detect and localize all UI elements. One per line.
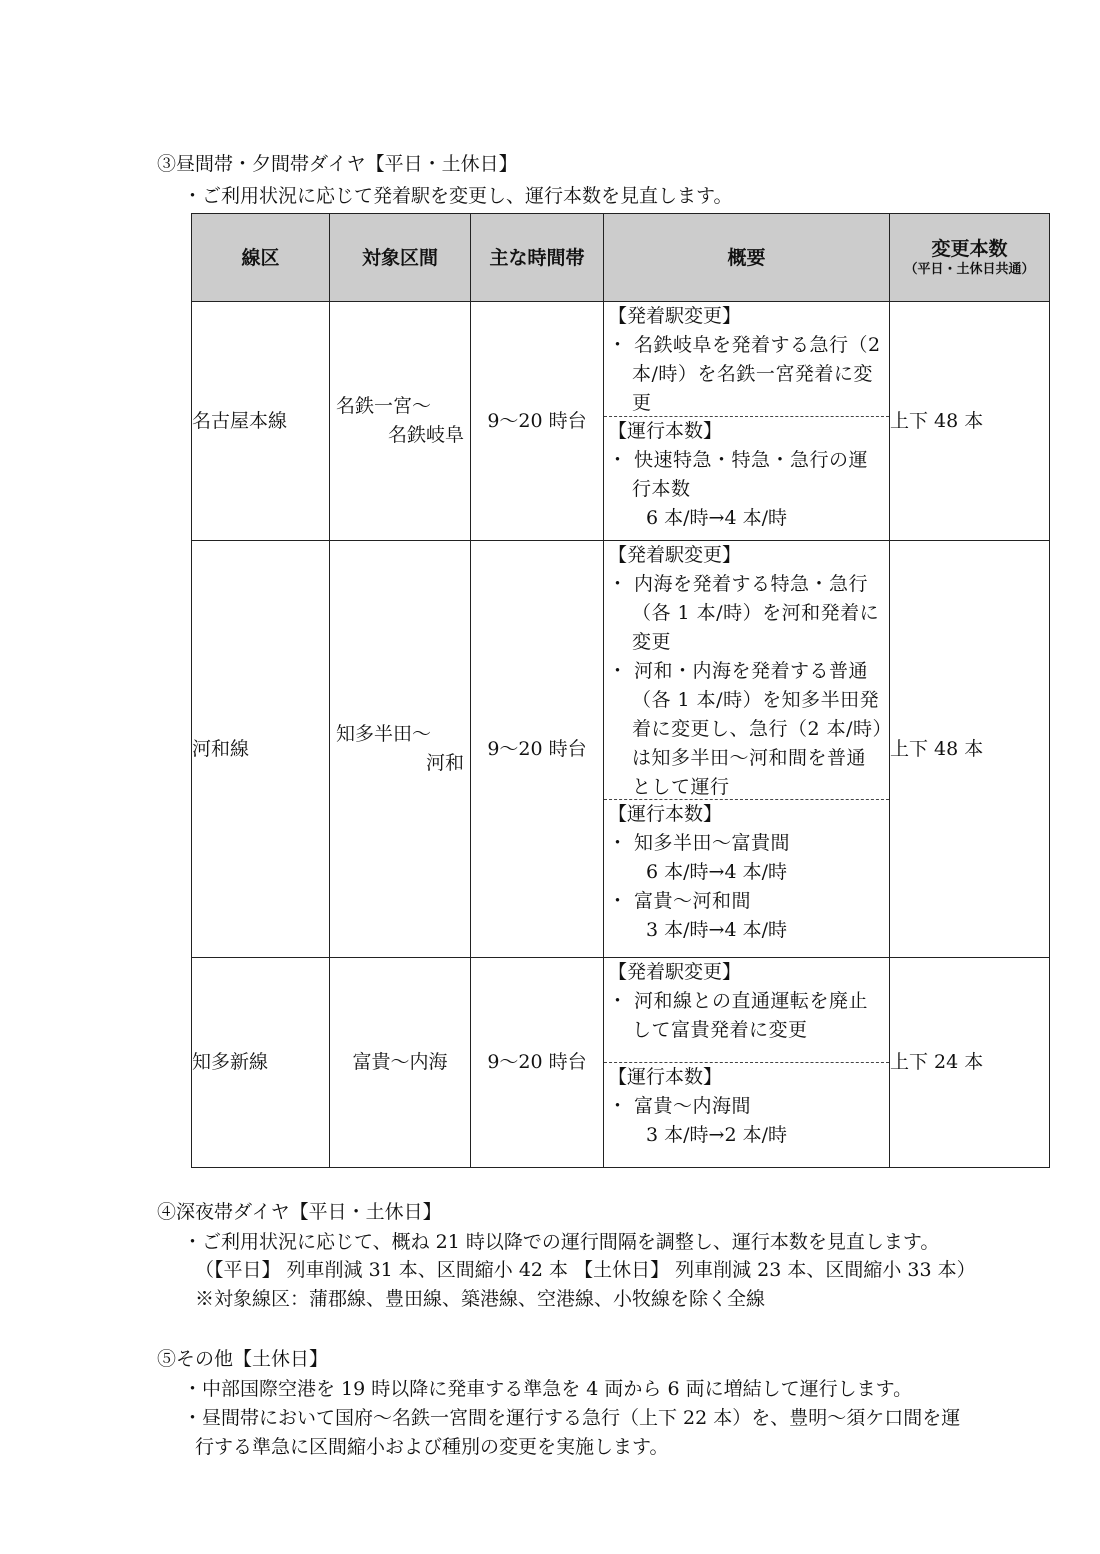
- summary-change: 6 本/時→4 本/時: [646, 507, 787, 529]
- summary-change: 3 本/時→2 本/時: [646, 1124, 787, 1146]
- summary-heading: 【発着駅変更】: [608, 961, 742, 983]
- section4-target: ※対象線区：蒲郡線、豊田線、築港線、空港線、小牧線を除く全線: [195, 1288, 766, 1310]
- section3-title: ③昼間帯・夕間帯ダイヤ【平日・土休日】: [157, 153, 518, 175]
- row-summary: [604, 958, 890, 1168]
- summary-item: ・ 知多半田～富貴間: [608, 832, 791, 854]
- row-line: 名古屋本線: [192, 302, 330, 541]
- summary-item: ・ 富貴～河和間: [608, 890, 752, 912]
- header-time: 主な時間帯: [471, 214, 604, 302]
- summary-block: [604, 541, 889, 799]
- section5-title: ⑤その他【土休日】: [157, 1348, 329, 1370]
- summary-block: [604, 958, 889, 1062]
- summary-item: ・ 快速特急・特急・急行の運行本数: [608, 449, 869, 500]
- summary-item: ・ 富貴～内海間: [608, 1095, 752, 1117]
- section5-note2-line2: 行する準急に区間縮小および種別の変更を実施します。: [195, 1436, 669, 1458]
- section3-note: ・ご利用状況に応じて発着駅を変更し、運行本数を見直します。: [183, 185, 733, 207]
- summary-block: [604, 799, 889, 947]
- section5-note2-line1: ・昼間帯において国府～名鉄一宮間を運行する急行（上下 22 本）を、豊明～須ケ口間を運: [183, 1407, 961, 1429]
- header-count-label: 変更本数: [931, 237, 1008, 260]
- row-section: [330, 958, 471, 1168]
- row-time: 9～20 時台: [471, 302, 604, 541]
- summary-item: ・ 内海を発着する特急・急行（各 1 本/時）を河和発着に変更: [608, 573, 880, 653]
- table-row: [192, 958, 1050, 1168]
- row-section: [330, 541, 471, 958]
- row-line: 知多新線: [192, 958, 330, 1168]
- header-count-sub: （平日・土休日共通）: [904, 261, 1035, 277]
- summary-heading: 【発着駅変更】: [608, 544, 742, 566]
- section4-detail: （【平日】 列車削減 31 本、区間縮小 42 本 【土休日】 列車削減 23 本、区間縮小 33 本）: [195, 1259, 976, 1281]
- row-time: 9～20 時台: [471, 541, 604, 958]
- summary-item: ・ 河和線との直通運転を廃止して富貴発着に変更: [608, 990, 869, 1041]
- table-row: [192, 541, 1050, 958]
- row-section-range: 富貴～内海: [352, 1051, 448, 1073]
- summary-block: [604, 416, 889, 535]
- row-section: [330, 302, 471, 541]
- header-summary: 概要: [604, 214, 890, 302]
- summary-heading: 【運行本数】: [608, 1066, 723, 1088]
- row-line: 河和線: [192, 541, 330, 958]
- header-section: 対象区間: [330, 214, 471, 302]
- header-count: [890, 214, 1050, 302]
- section4-title: ④深夜帯ダイヤ【平日・土休日】: [157, 1201, 442, 1223]
- summary-block: [604, 1062, 889, 1152]
- summary-item: ・ 河和・内海を発着する普通（各 1 本/時）を知多半田発着に変更し、急行（2 本/時）は知多半田～河和間を普通として運行: [608, 660, 883, 798]
- section4-note: ・ご利用状況に応じて、概ね 21 時以降での運行間隔を調整し、運行本数を見直します。: [183, 1231, 940, 1253]
- row-section-from: 知多半田～: [336, 723, 432, 745]
- summary-change: 6 本/時→4 本/時: [646, 861, 787, 883]
- summary-block: [604, 302, 889, 416]
- summary-item: ・ 名鉄岐阜を発着する急行（2 本/時）を名鉄一宮発着に変更: [608, 334, 881, 414]
- table-header-row: [192, 214, 1050, 302]
- table-row: [192, 302, 1050, 541]
- row-section-from: 名鉄一宮～: [336, 395, 432, 417]
- section5-note1: ・中部国際空港を 19 時以降に発車する準急を 4 両から 6 両に増結して運行します。: [183, 1378, 913, 1400]
- row-section-to: 名鉄岐阜: [387, 424, 464, 446]
- row-summary: [604, 302, 890, 541]
- row-summary: [604, 541, 890, 958]
- row-count: 上下 48 本: [890, 541, 1050, 958]
- summary-change: 3 本/時→4 本/時: [646, 919, 787, 941]
- row-time: 9～20 時台: [471, 958, 604, 1168]
- summary-heading: 【運行本数】: [608, 420, 723, 442]
- timetable-change-table: [191, 213, 1050, 1168]
- summary-heading: 【運行本数】: [608, 803, 723, 825]
- row-count: 上下 24 本: [890, 958, 1050, 1168]
- header-line: 線区: [192, 214, 330, 302]
- row-count: 上下 48 本: [890, 302, 1050, 541]
- summary-heading: 【発着駅変更】: [608, 305, 742, 327]
- row-section-to: 河和: [425, 752, 464, 774]
